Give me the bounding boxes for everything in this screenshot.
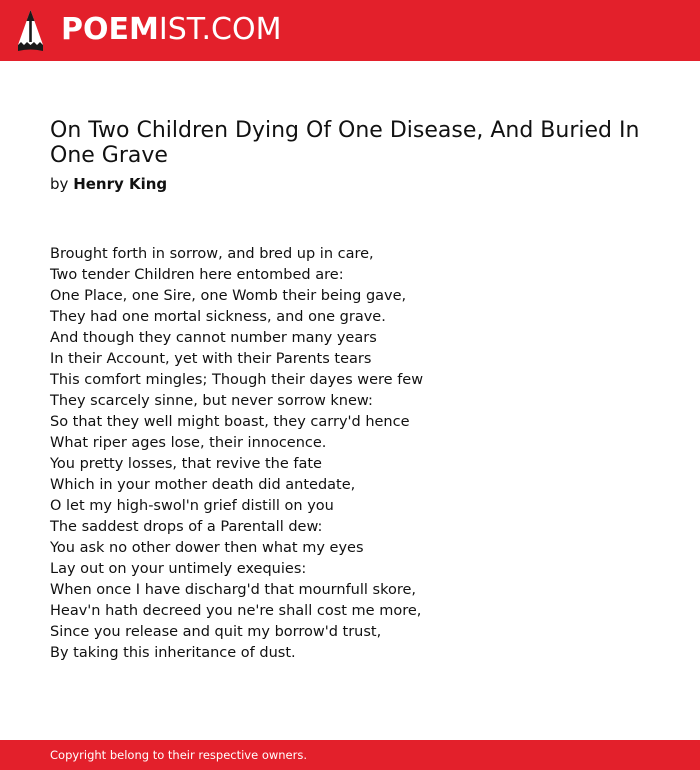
poem-line: They scarcely sinne, but never sorrow knew: [50, 393, 373, 409]
poem-line: You pretty losses, that revive the fate [50, 456, 322, 472]
poem-line: So that they well might boast, they carry'd hence [50, 414, 410, 430]
poem-line: And though they cannot number many years [50, 330, 377, 346]
author-name[interactable]: Henry King [73, 175, 168, 193]
logo-text-light: IST.COM [158, 12, 282, 47]
poem-line: Since you release and quit my borrow'd trust, [50, 624, 382, 640]
poem-line: Which in your mother death did antedate, [50, 477, 356, 493]
poem-line: What riper ages lose, their innocence. [50, 435, 327, 451]
poem-line: Heav'n hath decreed you ne're shall cost me more, [50, 603, 422, 619]
poem-line: O let my high-swol'n grief distill on you [50, 498, 334, 514]
poem-line: You ask no other dower then what my eyes [50, 540, 364, 556]
poem-line: They had one mortal sickness, and one grave. [50, 309, 386, 325]
logo-text-bold: POEM [61, 12, 159, 47]
poem-title: On Two Children Dying Of One Disease, And Buried In One Grave [50, 118, 640, 168]
site-header [0, 0, 700, 61]
poem-body [50, 244, 650, 664]
poem-line: When once I have discharg'd that mournfull skore, [50, 582, 417, 598]
by-label: by [50, 175, 69, 193]
pencil-tip-icon[interactable] [17, 9, 44, 53]
poem-line: By taking this inheritance of dust. [50, 645, 296, 661]
byline [50, 174, 167, 194]
site-footer [0, 740, 700, 770]
copyright-notice: Copyright belong to their respective owners. [50, 748, 308, 762]
poem-line: In their Account, yet with their Parents tears [50, 351, 372, 367]
poem-line: Lay out on your untimely exequies: [50, 561, 307, 577]
poem-line: The saddest drops of a Parentall dew: [50, 519, 323, 535]
poem-line: Two tender Children here entombed are: [50, 267, 344, 283]
site-logo[interactable] [61, 12, 281, 48]
poem-line: One Place, one Sire, one Womb their being gave, [50, 288, 407, 304]
poem-line: Brought forth in sorrow, and bred up in care, [50, 246, 374, 262]
poem-line: This comfort mingles; Though their dayes were few [50, 372, 424, 388]
